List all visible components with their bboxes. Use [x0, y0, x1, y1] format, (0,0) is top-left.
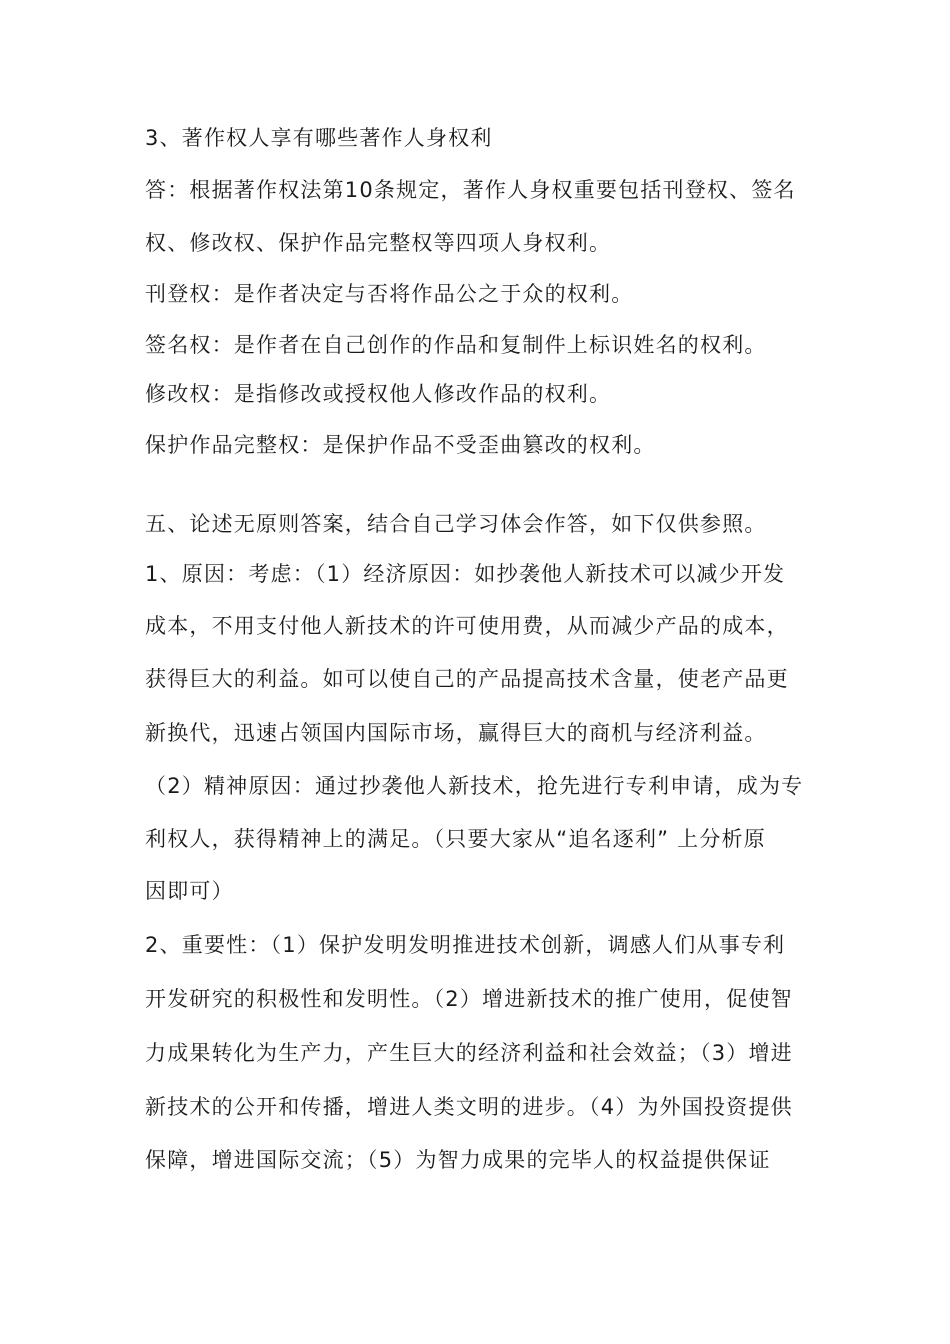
reason-line: （2）精神原因：通过抄袭他人新技术，抢先进行专利申请，成为专 [145, 774, 804, 798]
publish-right-definition: 刊登权：是作者决定与否将作品公之于众的权利。 [145, 282, 634, 306]
reason-line: 新换代，迅速占领国内国际市场，赢得巨大的商机与经济利益。 [145, 721, 767, 745]
signature-right-definition: 签名权：是作者在自己创作的作品和复制件上标识姓名的权利。 [145, 333, 767, 357]
importance-line: 2、重要性：（1）保护发明发明推进技术创新，调感人们从事专利 [145, 933, 786, 957]
section-5-heading: 五、论述无原则答案，结合自己学习体会作答，如下仅供参照。 [145, 512, 767, 536]
question-3-heading: 3、著作权人享有哪些著作人身权利 [145, 126, 493, 150]
answer-line: 权、修改权、保护作品完整权等四项人身权利。 [145, 231, 612, 255]
answer-line: 答：根据著作权法第10条规定，著作人身权重要包括刊登权、签名 [145, 178, 796, 202]
importance-line: 力成果转化为生产力，产生巨大的经济利益和社会效益；（3）增进 [145, 1041, 793, 1065]
importance-line: 新技术的公开和传播，增进人类文明的进步。（4）为外国投资提供 [145, 1095, 793, 1119]
reason-line: 利权人，获得精神上的满足。（只要大家从“追名逐利” 上分析原 [145, 827, 766, 851]
reason-line: 成本，不用支付他人新技术的许可使用费，从而减少产品的成本， [145, 614, 789, 638]
modify-right-definition: 修改权：是指修改或授权他人修改作品的权利。 [145, 382, 612, 406]
importance-line: 保障，增进国际交流；（5）为智力成果的完毕人的权益提供保证 [145, 1148, 771, 1172]
reason-line: 因即可） [145, 879, 234, 903]
reason-line: 1、原因：考虑：（1）经济原因：如抄袭他人新技术可以减少开发 [145, 562, 786, 586]
integrity-right-definition: 保护作品完整权：是保护作品不受歪曲篡改的权利。 [145, 433, 656, 457]
reason-line: 获得巨大的利益。如可以使自己的产品提高技术含量，使老产品更 [145, 667, 789, 691]
importance-line: 开发研究的积极性和发明性。（2）增进新技术的推广使用，促使智 [145, 987, 793, 1011]
